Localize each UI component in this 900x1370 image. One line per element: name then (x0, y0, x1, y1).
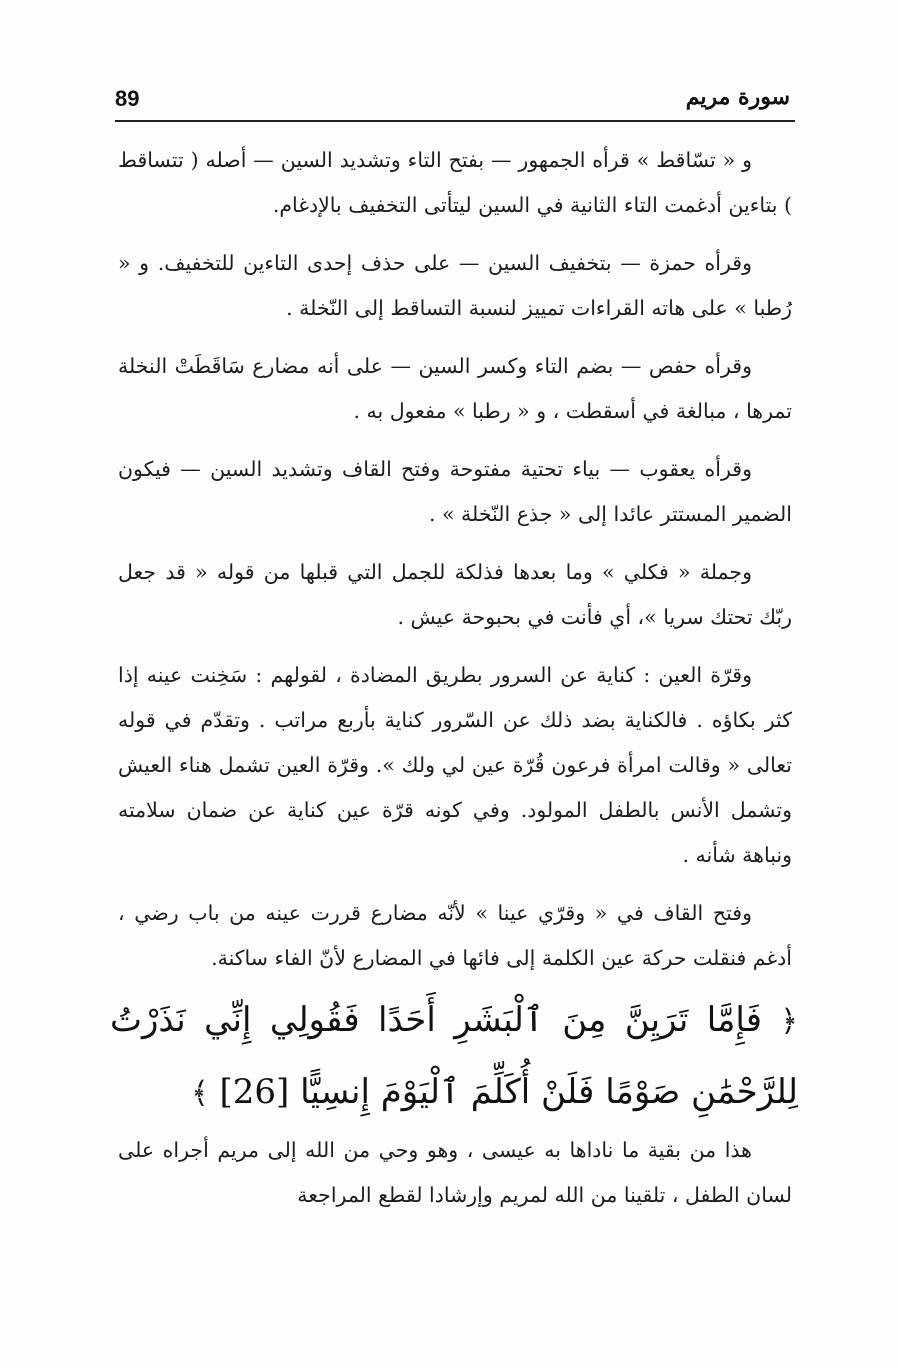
page-header (115, 86, 790, 120)
surah-title: سورة مريم (685, 84, 790, 110)
verse-text: فَإِمَّا تَرَيِنَّ مِنَ ٱلْبَشَرِ أَحَدًا فَقُولِي إِنِّي نَذَرْتُ لِلرَّحْمَٰنِ صَوْمًا فَلَنْ أُكَلِّمَ ٱلْيَوْمَ إِنسِيًّا (110, 1000, 798, 1112)
paragraph-yaqub-reading: وقرأه يعقوب — بياء تحتية مفتوحة وفتح القاف وتشديد السين — فيكون الضمير المستتر عائدا إلى « جذع النّخلة » . (118, 457, 792, 526)
paragraph-fakuli: وجملة « فكلي » وما بعدها فذلكة للجمل التي قبلها من قوله « قد جعل ربّك تحتك سريا »، أي فأنت في بحبوحة عيش . (118, 560, 792, 629)
paragraph-hamza-reading: وقرأه حمزة — بتخفيف السين — على حذف إحدى التاءين للتخفيف. و « رُطبا » على هاته القراءات تمييز لنسبة التساقط إلى النّخلة . (118, 251, 792, 320)
quran-verse (110, 985, 798, 1129)
paragraph-fath-al-qaf: وفتح القاف في « وقرّي عينا » لأنّه مضارع قررت عينه من باب رضي ، أدغم فنقلت حركة عين الكلمة إلى فائها في المضارع لأنّ الفاء ساكنة. (118, 901, 792, 970)
paragraph-qurrat-al-ayn: وقرّة العين : كناية عن السرور بطريق المضادة ، لقولهم : سَخِنت عينه إذا كثر بكاؤه . فالكناية بضد ذلك عن السّرور كناية بأربع مراتب . وتقدّم في قوله تعالى « وقالت امرأة فرعون قُرّة عين لي ولك ». وقرّة العين تشمل هناء العيش وتشمل الأنس بالطفل المولود. وفي كونه قرّة عين كناية عن ضمان سلامته ونباهة شأنه . (118, 663, 792, 867)
verse-close-bracket: ﴾ (191, 1076, 209, 1111)
header-divider (115, 120, 795, 122)
paragraph-tassaqat: و « تسّاقط » قرأه الجمهور — بفتح التاء وتشديد السين — أصله ( تتساقط ) بتاءين أدغمت التاء الثانية في السين ليتأتى التخفيف بالإدغام. (118, 148, 792, 217)
commentary-tail (118, 1128, 792, 1231)
commentary-body (118, 138, 792, 994)
page-number: 89 (115, 86, 140, 111)
paragraph-verse-commentary: هذا من بقية ما ناداها به عيسى ، وهو وحي من الله إلى مريم أجراه على لسان الطفل ، تلقينا من الله لمريم وإرشادا لقطع المراجعة (118, 1138, 792, 1207)
verse-number: [26] (219, 1072, 290, 1112)
paragraph-hafs-reading: وقرأه حفص — بضم التاء وكسر السين — على أنه مضارع سَاقَطَتْ النخلة تمرها ، مبالغة في أسقطت ، و « رطبا » مفعول به . (118, 354, 792, 423)
verse-open-bracket: ﴿ (780, 1004, 798, 1039)
